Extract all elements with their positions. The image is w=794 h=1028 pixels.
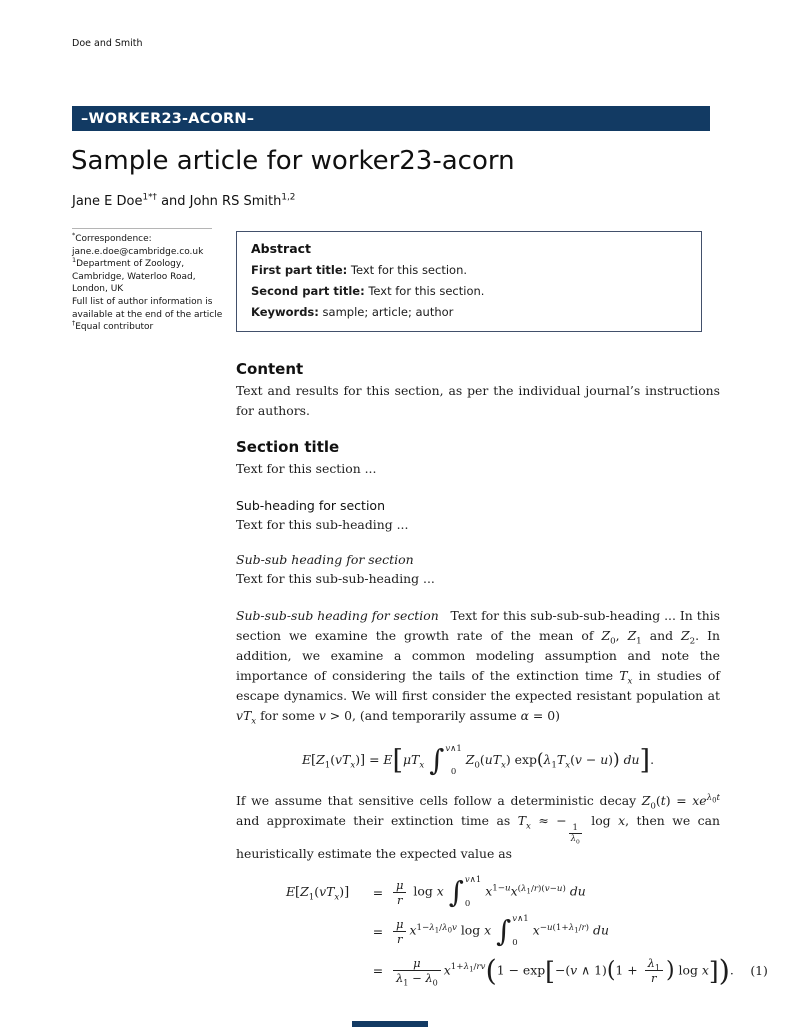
estimate-paragraph: If we assume that sensitive cells follow a deterministic decay $Z_0(t) = xe^{\lambda_0t}$ and approximate their extinction time as $T_x$ ≈ − $\frac{1}{\lambda_0}$ log x, then we can heuristically estimate the expected value as	[236, 792, 720, 862]
subheading: Sub-heading for section	[236, 498, 385, 513]
subsubheading: Sub-sub heading for section	[236, 552, 414, 567]
correspondence-block	[72, 228, 224, 334]
equation-row	[236, 874, 720, 910]
abstract-part	[251, 263, 687, 277]
equation-line-1: $\frac{\mu}{r}$ log x ∫ v∧1 0 $x^{1-u}x^{(\lambda_1/r)(v-u)}$ du	[390, 877, 686, 907]
abstract-heading: Abstract	[251, 241, 312, 256]
section-paragraph: Text for this section ...	[236, 461, 377, 476]
correspondence-line: London, UK	[72, 284, 124, 295]
correspondence-line: *Correspondence:	[72, 231, 152, 244]
equation-row	[236, 952, 768, 988]
banner-label: –WORKER23-ACORN–	[81, 110, 255, 127]
abstract-part-text: Text for this section.	[368, 284, 485, 298]
abstract-part-text: Text for this section.	[350, 263, 468, 277]
correspondence-line: Cambridge, Waterloo Road,	[72, 271, 196, 282]
display-equation-1: $E[Z_1(vT_x)] = E[\mu T_x$ ∫ v∧1 0 $Z_0(uT_x) \exp(\lambda_1T_x(v - u))$ du].	[301, 743, 655, 777]
abstract-part-label: Keywords:	[251, 305, 319, 319]
section-title-heading: Section title	[236, 438, 340, 456]
abstract-part-label: First part title:	[251, 263, 348, 277]
running-head: Doe and Smith	[72, 38, 143, 49]
aligned-equation-block	[236, 874, 768, 988]
equation-row	[236, 913, 720, 949]
content-heading: Content	[236, 360, 304, 378]
correspondence-divider	[72, 228, 212, 229]
equation-number: (1)	[750, 962, 768, 978]
abstract-part	[251, 284, 687, 298]
abstract-part-label: Second part title:	[251, 284, 365, 298]
equation-line-2: $\frac{\mu}{r}$ $x^{1-\lambda_1/\lambda_0v}$ log x ∫ v∧1 0 $x^{-u(1+\lambda_1/r)}$ du	[390, 916, 686, 946]
page-footer-mark	[352, 1021, 428, 1027]
article-title: Sample article for worker23-acorn	[71, 146, 515, 176]
authors-line: Jane E Doe$^{1*\dagger}$ and John RS Smith$^{1,2}$	[72, 192, 296, 209]
main-content	[236, 360, 768, 991]
abstract-keywords	[251, 305, 687, 319]
abstract-box	[236, 231, 702, 332]
correspondence-line: $^1$Department of Zoology,	[72, 256, 185, 270]
equals-sign: =	[372, 923, 384, 939]
correspondence-line: †Equal contributor	[72, 319, 154, 333]
subsubsub-paragraph: Sub-sub-sub heading for section Text for this sub-sub-sub-heading ... In this section we examine the growth rate of the mean of $Z_0$, $Z_1$ and $Z_2$. In addition, we examine a common modeling assumption and note the importance of considering the tails of the extinction time $T_x$ in studies of escape dynamics. We will first consider the expected resistant population at $vT_x$ for some v > 0, (and temporarily assume α = 0)	[236, 608, 720, 727]
correspondence-line: available at the end of the article	[72, 309, 223, 320]
content-paragraph: Text and results for this section, as per the individual journal’s instructions for authors.	[236, 383, 720, 418]
equals-sign: =	[372, 962, 384, 978]
subheading-paragraph: Text for this sub-heading ...	[236, 517, 409, 532]
subsubheading-paragraph: Text for this sub-sub-heading ...	[236, 571, 435, 586]
equals-sign: =	[372, 884, 384, 900]
equation-lhs: $E[Z_1(vT_x)]$	[286, 884, 350, 903]
equation-line-3: $\frac{\mu}{\lambda_1 - \lambda_0}$ $x^{1+\lambda_1/rv}(1 - \exp[-(v$ ∧ 1)(1 + $\frac{\lambda_1}{r}$ ) log x]).	[390, 956, 734, 986]
correspondence-line: Full list of author information is	[72, 296, 213, 307]
journal-banner	[72, 106, 710, 131]
abstract-part-text: sample; article; author	[322, 305, 454, 319]
correspondence-email: jane.e.doe@cambridge.co.uk	[72, 246, 204, 257]
